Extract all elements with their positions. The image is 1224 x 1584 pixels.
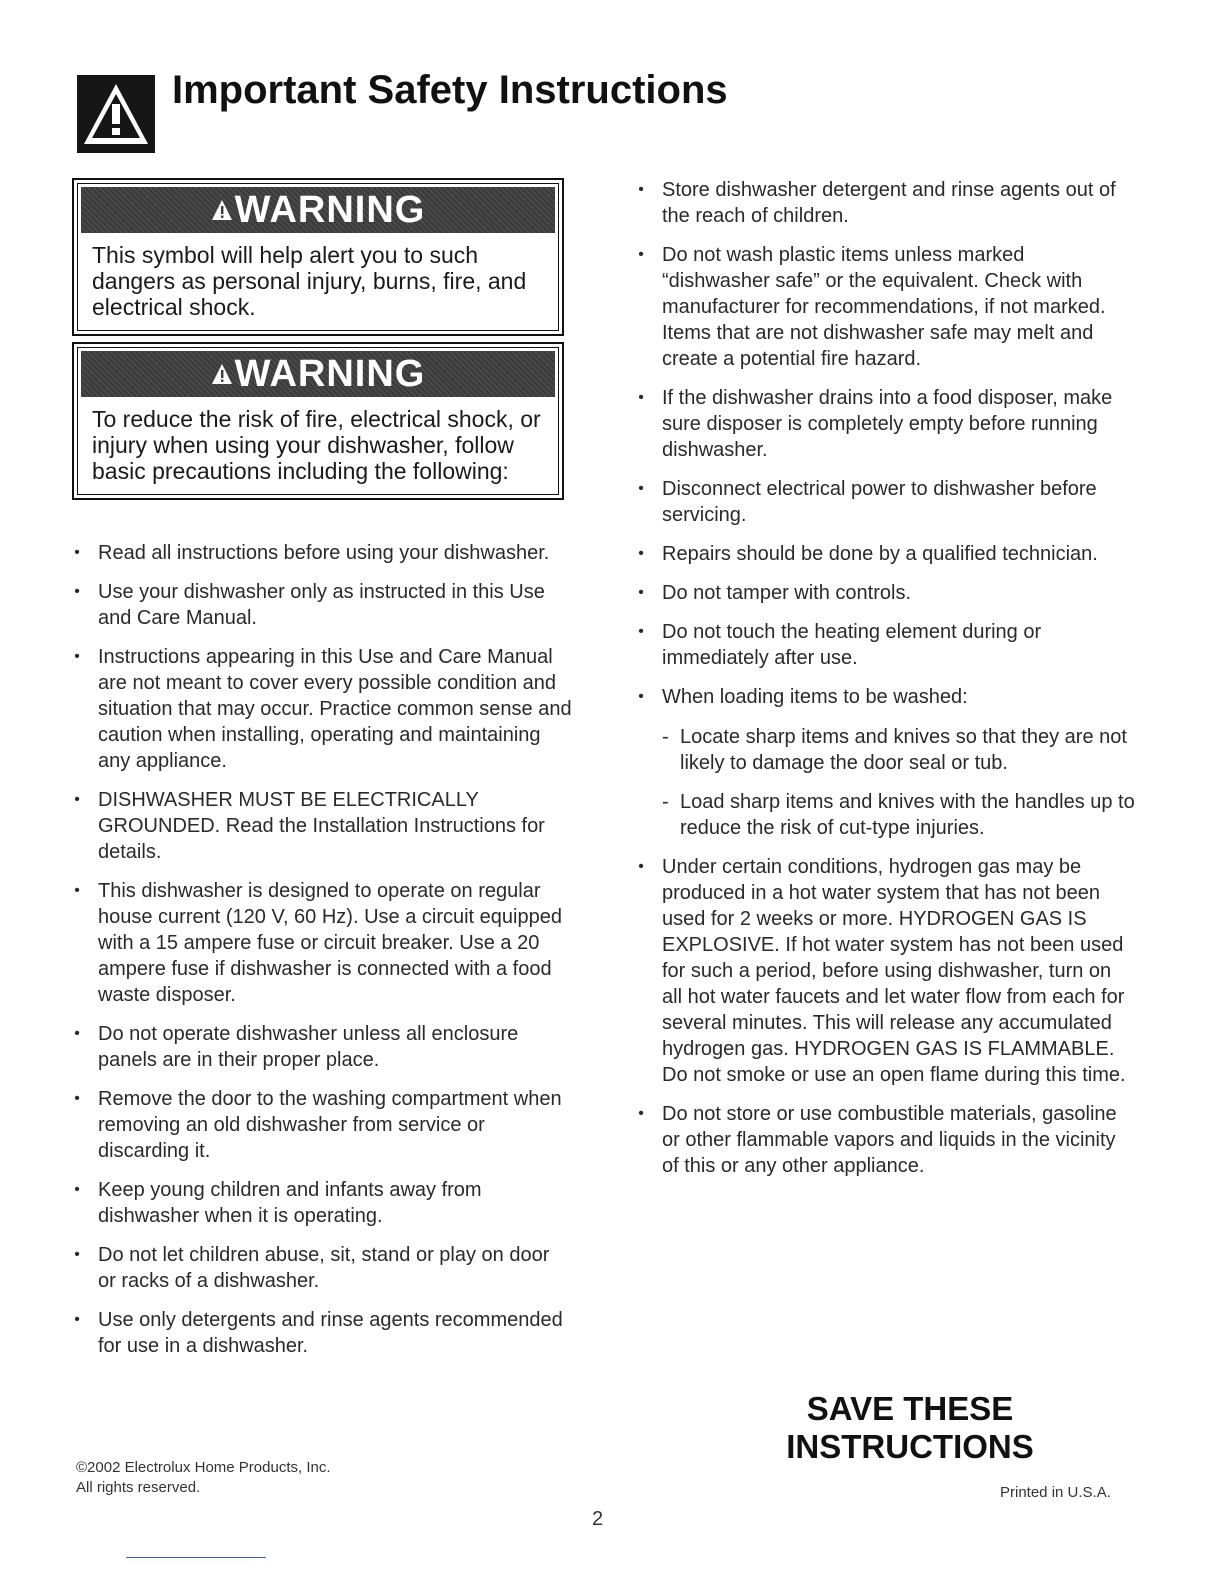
warning-label: WARNING [234,352,426,395]
bullet-icon: • [74,882,80,899]
list-item: • Do not wash plastic items unless marked “dishwasher safe” or the equivalent. Check with manufacturer for recommendations, if not marked. Items that are not dishwasher safe may melt and create a potential fire hazard. [636,242,1136,372]
bullet-icon: • [74,1311,80,1328]
bullet-icon: • [74,1181,80,1198]
right-safety-list [636,177,1136,1192]
list-item: • DISHWASHER MUST BE ELECTRICALLY GROUNDED. Read the Installation Instructions for details. [72,787,572,865]
copyright-notice [76,1458,331,1498]
sub-list-item: - Locate sharp items and knives so that they are not likely to damage the door seal or tub. [662,726,1127,774]
dash-icon: - [662,726,669,748]
bullet-icon: • [638,623,644,640]
list-item: • If the dishwasher drains into a food disposer, make sure disposer is completely empty before running dishwasher. [636,385,1136,463]
list-item: • Instructions appearing in this Use and Care Manual are not meant to cover every possible condition and situation that may occur. Practice common sense and caution when installing, operating and maintaining any appliance. [72,644,572,774]
warning-banner [81,187,555,233]
bullet-icon: • [638,1105,644,1122]
bullet-icon: • [638,181,644,198]
list-item: • Use your dishwasher only as instructed in this Use and Care Manual. [72,579,572,631]
bullet-icon: • [638,246,644,263]
save-heading-line: INSTRUCTIONS [786,1428,1034,1465]
list-item: • This dishwasher is designed to operate on regular house current (120 V, 60 Hz). Use a circuit equipped with a 15 ampere fuse or circuit breaker. Use a 20 ampere fuse if dishwasher is connected with a food waste disposer. [72,878,572,1008]
bullet-icon: • [638,545,644,562]
warning-banner [81,351,555,397]
list-item: • Disconnect electrical power to dishwasher before servicing. [636,476,1136,528]
bullet-icon: • [74,648,80,665]
dash-icon: - [662,791,669,813]
list-item: • Do not store or use combustible materials, gasoline or other flammable vapors and liquids in the vicinity of this or any other appliance. [636,1101,1136,1179]
bullet-icon: • [74,544,80,561]
bullet-icon: • [638,688,644,705]
list-item: • Do not tamper with controls. [636,580,1136,606]
save-instructions-heading [760,1390,1060,1466]
bullet-icon: • [638,480,644,497]
list-item: • Read all instructions before using your dishwasher. [72,540,572,566]
page-number: 2 [592,1508,604,1530]
list-item: • Keep young children and infants away from dishwasher when it is operating. [72,1177,572,1229]
list-item: • When loading items to be washed: - Locate sharp items and knives so that they are not likely to damage the door seal or tub. - Load sharp items and knives with the handles up to reduce the risk of cut-type injuries. [636,684,1136,841]
warning-box [72,342,564,500]
warning-triangle-icon [211,199,233,221]
warning-box [72,178,564,336]
bullet-icon: • [74,1246,80,1263]
rights-line: All rights reserved. [76,1479,201,1496]
warning-triangle-icon [211,363,233,385]
left-safety-list [72,540,572,1372]
bullet-icon: • [638,584,644,601]
copyright-line: ©2002 Electrolux Home Products, Inc. [76,1459,331,1476]
page-title: Important Safety Instructions [172,68,728,112]
bullet-icon: • [74,1090,80,1107]
list-item: • Do not touch the heating element during or immediately after use. [636,619,1136,671]
warning-icon [76,74,156,154]
sub-list-item: - Load sharp items and knives with the handles up to reduce the risk of cut-type injuries. [662,791,1135,839]
list-item: • Do not operate dishwasher unless all enclosure panels are in their proper place. [72,1021,572,1073]
warning-text: To reduce the risk of fire, electrical shock, or injury when using your dishwasher, follow basic precautions including the following: [92,406,541,484]
list-item: • Do not let children abuse, sit, stand or play on door or racks of a dishwasher. [72,1242,572,1294]
warning-label: WARNING [234,188,426,231]
bullet-icon: • [638,858,644,875]
list-item: • Repairs should be done by a qualified technician. [636,541,1136,567]
warning-text: This symbol will help alert you to such dangers as personal injury, burns, fire, and electrical shock. [92,242,527,320]
list-item: • Use only detergents and rinse agents recommended for use in a dishwasher. [72,1307,572,1359]
list-item: • Store dishwasher detergent and rinse agents out of the reach of children. [636,177,1136,229]
bullet-icon: • [638,389,644,406]
list-item: • Remove the door to the washing compartment when removing an old dishwasher from service or discarding it. [72,1086,572,1164]
printed-in-note: Printed in U.S.A. [1000,1484,1111,1501]
save-heading-line: SAVE THESE [806,1390,1014,1427]
list-item: • Under certain conditions, hydrogen gas may be produced in a hot water system that has not been used for 2 weeks or more. HYDROGEN GAS IS EXPLOSIVE. If hot water system has not been used for such a period, before using dishwasher, turn on all hot water faucets and let water flow from each for several minutes. This will release any accumulated hydrogen gas. HYDROGEN GAS IS FLAMMABLE. Do not smoke or use an open flame during this time. [636,854,1136,1088]
footer-rule [126,1557,266,1558]
loading-sublist [662,724,1136,841]
bullet-icon: • [74,583,80,600]
bullet-icon: • [74,791,80,808]
bullet-icon: • [74,1025,80,1042]
